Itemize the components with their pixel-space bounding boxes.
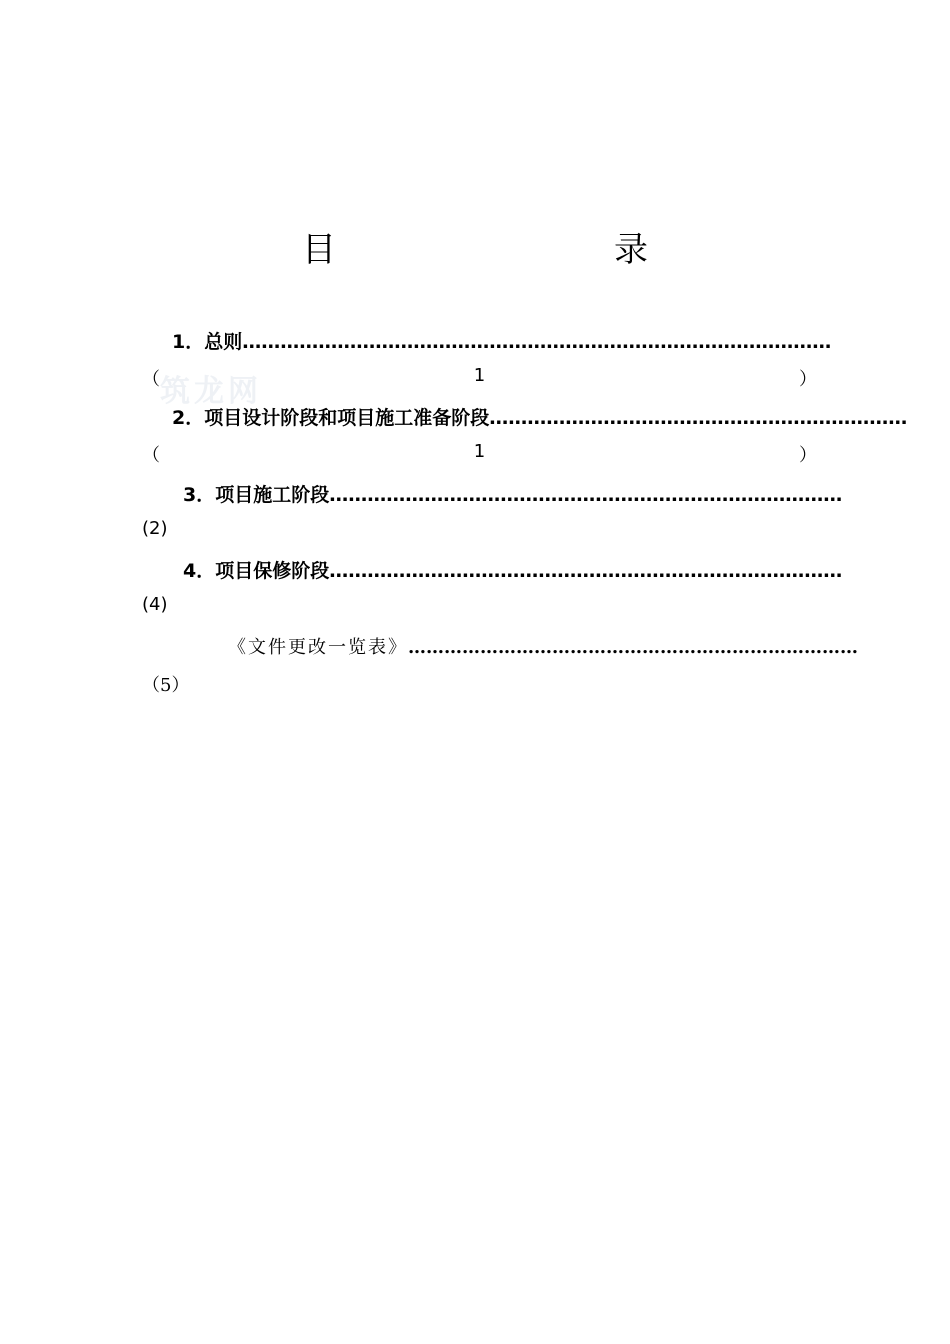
paren-close: ） bbox=[799, 369, 817, 390]
paren-open: （ bbox=[142, 369, 160, 390]
document-title: 目 录 bbox=[302, 230, 718, 270]
toc-leader-dots: ………………………………………………………………………………… bbox=[242, 331, 832, 353]
toc-page-ref-2 bbox=[142, 441, 817, 467]
page-number: (2) bbox=[142, 518, 168, 539]
toc-leader-dots: ………………………………………………………………… bbox=[408, 637, 858, 658]
page-number: （5） bbox=[142, 675, 190, 696]
toc-entry-label: 2．项目设计阶段和项目施工准备阶段 bbox=[172, 407, 490, 429]
toc-entry-label: 1．总则 bbox=[172, 331, 243, 353]
toc-page-ref-4 bbox=[142, 594, 817, 615]
watermark: 筑龙网 bbox=[160, 374, 262, 409]
toc-leader-dots: ………………………………………………………… bbox=[489, 407, 908, 429]
toc-entry-4 bbox=[0, 556, 950, 592]
toc-page-ref-3 bbox=[142, 518, 817, 539]
toc-page-ref-5 bbox=[142, 671, 817, 697]
paren-close: ） bbox=[799, 445, 817, 466]
toc-entry-1 bbox=[0, 327, 950, 363]
toc-entry-2 bbox=[0, 403, 950, 439]
toc-leader-dots: ……………………………………………………………………… bbox=[329, 560, 843, 582]
toc-leader-dots: ……………………………………………………………………… bbox=[329, 484, 843, 506]
page-number: (4) bbox=[142, 594, 168, 615]
toc-page-ref-1 bbox=[142, 365, 817, 391]
paren-open: （ bbox=[142, 445, 160, 466]
page-number: 1 bbox=[473, 441, 486, 462]
toc-entry-label: 《文件更改一览表》 bbox=[228, 637, 408, 658]
toc-entry-label: 4．项目保修阶段 bbox=[183, 560, 330, 582]
page-number: 1 bbox=[473, 365, 486, 386]
toc-entry-5 bbox=[0, 633, 950, 669]
toc-entry-label: 3．项目施工阶段 bbox=[183, 484, 330, 506]
toc-entry-3 bbox=[0, 480, 950, 516]
